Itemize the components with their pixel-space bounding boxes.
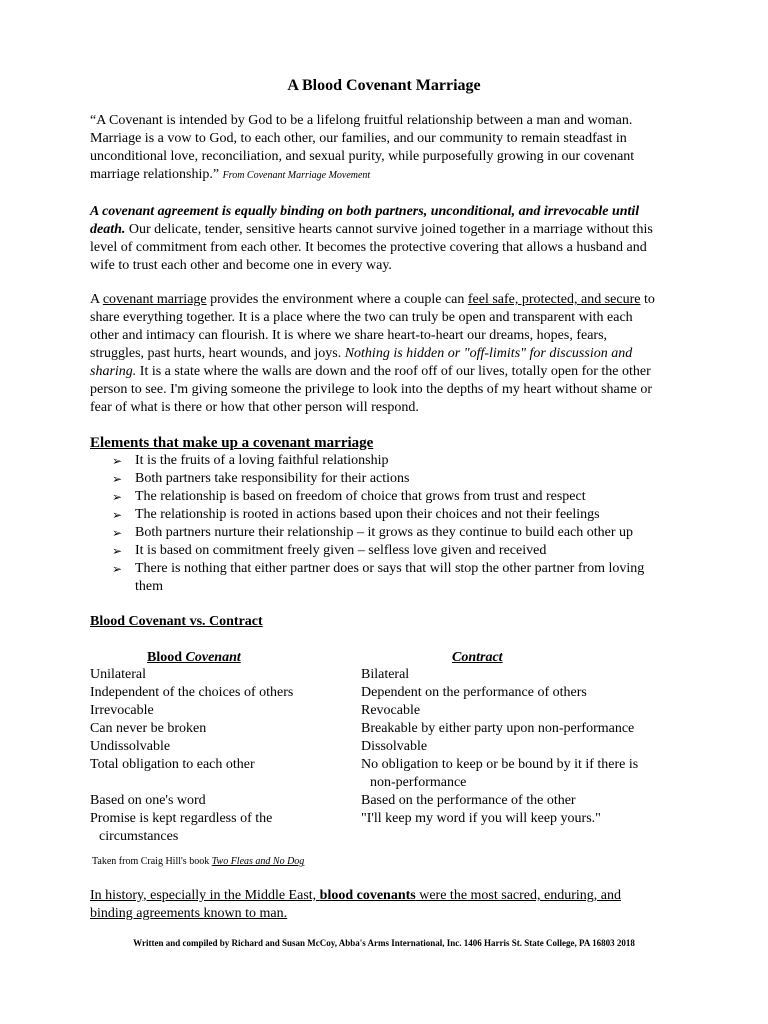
list-item [112,542,712,560]
list-item-text: It is based on commitment freely given – selfless love given and received [135,543,547,558]
commitment-line [90,221,702,239]
commitment-bold-line: A covenant agreement is equally binding on both partners, unconditional, and irrevocable until [90,204,640,219]
covenant-trait: Based on one's word [90,793,206,808]
arrowhead-bullet-icon: ➢ [112,454,123,468]
quote-source: From Covenant Marriage Movement [222,170,371,181]
covenant-trait: Total obligation to each other [90,757,255,772]
quote-line: “A Covenant is intended by God to be a lifelong fruitful relationship between a man and woman. [90,113,633,128]
text-run: A [90,292,103,307]
text-run: struggles, past hurts, heart wounds, and joys. [90,346,345,361]
arrowhead-bullet-icon: ➢ [112,508,123,522]
commitment-line-rest: Our delicate, tender, sensitive hearts cannot survive joined together in a marriage without this [125,222,653,237]
list-item [112,488,712,506]
elements-heading: Elements that make up a covenant marriage [90,435,374,451]
history-paragraph [90,887,702,923]
contract-trait: No obligation to keep or be bound by it if there is [361,757,639,772]
environment-line: other and intimacy can flourish. It is where we share heart-to-heart our dreams, hopes, fears, [90,328,608,343]
list-item-text: Both partners take responsibility for their actions [135,471,410,486]
quote-end-text: marriage relationship.” [90,167,220,182]
covenant-trait: Undissolvable [90,739,171,754]
contract-trait: Dependent on the performance of others [361,685,587,700]
history-line: binding agreements known to man. [90,906,288,921]
covenant-spacer [90,774,293,792]
environment-line [90,363,702,381]
covenant-column-header [147,649,241,667]
quote-line-last [90,166,702,184]
header-text-italic: Covenant [185,650,241,665]
commitment-line: level of commitment from each other. It becomes the protective covering that allows a husband and [90,240,647,255]
list-item [112,560,712,596]
covenant-trait: Independent of the choices of others [90,685,294,700]
list-item [112,524,712,542]
quote-line: Marriage is a vow to God, to each other, our families, and our community to remain steadfast in [90,131,627,146]
list-item [112,470,712,488]
contract-column-header: Contract [452,650,503,665]
quote-line: unconditional love, reconciliation, and sexual purity, while purposefully growing in our covenant [90,149,635,164]
contract-column [361,666,638,828]
environment-line: person to see. I'm giving someone the privilege to look into the depths of my heart without shame or [90,382,653,397]
arrowhead-bullet-icon: ➢ [112,526,123,540]
list-item-text-cont: them [135,579,163,594]
contract-trait: "I'll keep my word if you will keep yours." [361,811,601,826]
arrowhead-bullet-icon: ➢ [112,544,123,558]
italic-phrase: Nothing is hidden or "off-limits" for discussion and [344,346,633,361]
contract-trait: Based on the performance of the other [361,793,576,808]
text-run: were the most sacred, enduring, and [415,888,621,903]
list-item [112,452,712,470]
page-footer: Written and compiled by Richard and Susan McCoy, Abba's Arms International, Inc. 1406 Harris St. State College, PA 16803 2018 [133,938,635,948]
covenant-trait-cont: circumstances [99,829,179,844]
comparison-heading: Blood Covenant vs. Contract [90,614,263,629]
underlined-phrase: covenant marriage [102,292,207,307]
quote-paragraph [90,112,702,184]
list-item-text: The relationship is rooted in actions based upon their choices and not their feelings [135,507,600,522]
arrowhead-bullet-icon: ➢ [112,562,123,576]
list-item-text: It is the fruits of a loving faithful relationship [135,453,389,468]
text-run: It is a state where the walls are down and the roof off of our lives, totally open for the other [136,364,651,379]
underlined-phrase: feel safe, protected, and secure [467,292,641,307]
commitment-paragraph [90,203,702,275]
source-note-text: Taken from Craig Hill's book [92,856,212,867]
text-run: provides the environment where a couple can [206,292,468,307]
source-note [92,853,304,871]
text-run: In history, especially in the Middle East, [90,888,320,903]
contract-trait: Bilateral [361,667,410,682]
bold-phrase: blood covenants [319,888,416,903]
covenant-column [90,666,293,846]
covenant-trait: Irrevocable [90,703,154,718]
contract-trait: Revocable [361,703,421,718]
list-item-text: There is nothing that either partner does or says that will stop the other partner from loving [135,561,645,576]
covenant-trait: Promise is kept regardless of the [90,811,273,826]
environment-line: share everything together. It is a place where the two can truly be open and transparent with each [90,310,633,325]
page-title: A Blood Covenant Marriage [287,77,481,94]
covenant-trait: Unilateral [90,667,146,682]
list-item [112,506,712,524]
header-text: Blood [147,650,186,665]
environment-line [90,291,702,309]
contract-trait-cont: non-performance [370,775,467,790]
text-run: to [640,292,655,307]
contract-trait: Dissolvable [361,739,428,754]
covenant-trait: Can never be broken [90,721,207,736]
environment-line: fear of what is there or how that other person will respond. [90,400,419,415]
arrowhead-bullet-icon: ➢ [112,472,123,486]
environment-paragraph [90,291,702,417]
history-line [90,887,702,905]
list-item-text: The relationship is based on freedom of choice that grows from trust and respect [135,489,586,504]
italic-phrase: sharing. [90,364,137,379]
contract-trait: Breakable by either party upon non-performance [361,721,635,736]
elements-list [112,452,712,596]
commitment-bold-start: death. [90,222,126,237]
arrowhead-bullet-icon: ➢ [112,490,123,504]
book-title: Two Fleas and No Dog [211,856,305,867]
commitment-line: wife to trust each other and become one in every way. [90,258,392,273]
environment-line [90,345,702,363]
list-item-text: Both partners nurture their relationship – it grows as they continue to build each other up [135,525,634,540]
